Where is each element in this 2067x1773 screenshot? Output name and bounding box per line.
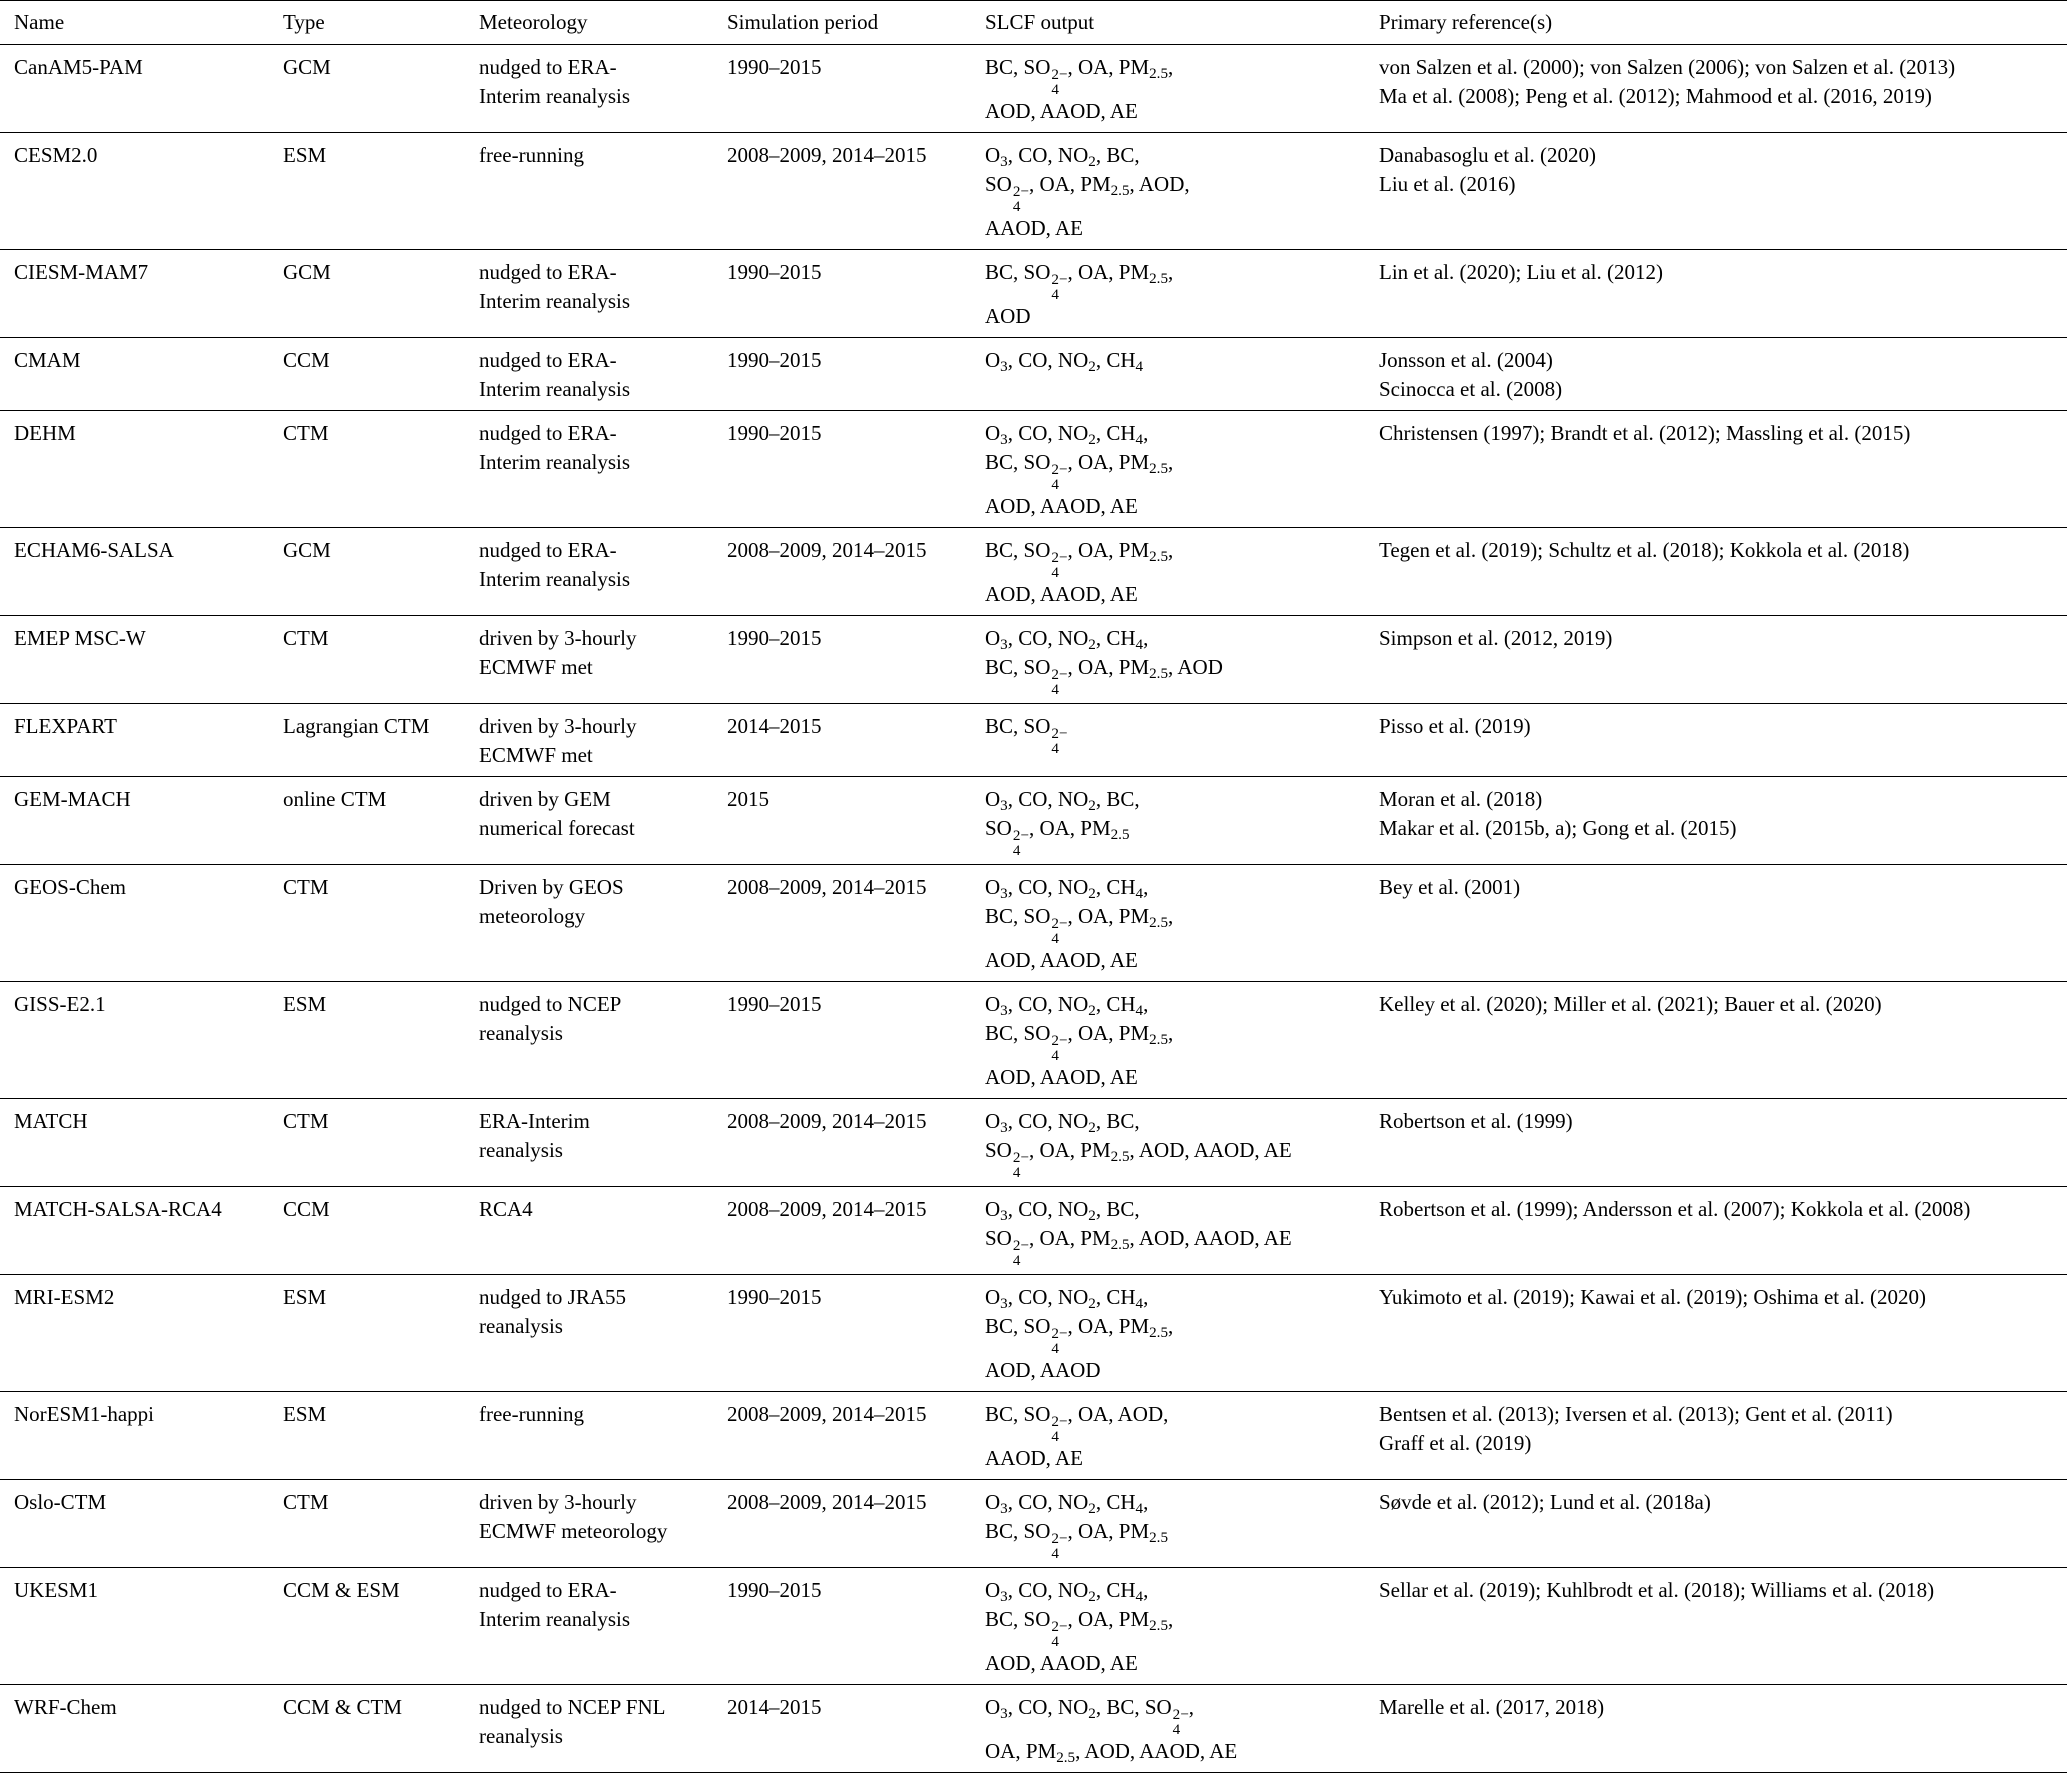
meteorology-line: reanalysis bbox=[479, 1021, 563, 1045]
slcf-line: $O_3$, CO, $NO_2$, $CH_4$, bbox=[985, 1578, 1149, 1605]
cell-slcf-output bbox=[971, 982, 1365, 1099]
slcf-line: BC, SO 2− 4 , OA, $PM_{2.5}$, bbox=[985, 1021, 1174, 1064]
cell-meteorology bbox=[465, 250, 713, 338]
cell-primary-references bbox=[1365, 1480, 2067, 1568]
cell-name: CIESM-MAM7 bbox=[0, 250, 269, 338]
cell-type: GCM bbox=[269, 250, 465, 338]
slcf-line: BC, SO 2− 4 , OA, $PM_{2.5}$, bbox=[985, 260, 1174, 303]
reference-line: Sellar et al. (2019); Kuhlbrodt et al. (2018); Williams et al. (2018) bbox=[1379, 1578, 1935, 1602]
cell-meteorology bbox=[465, 1392, 713, 1480]
slcf-line: AOD, AAOD, AE bbox=[985, 948, 1138, 972]
cell-name: MATCH bbox=[0, 1099, 269, 1187]
slcf-line: AAOD, AE bbox=[985, 1446, 1083, 1470]
cell-primary-references bbox=[1365, 777, 2067, 865]
meteorology-line: numerical forecast bbox=[479, 816, 635, 840]
table-row bbox=[0, 1187, 2067, 1275]
table-row bbox=[0, 704, 2067, 777]
cell-slcf-output bbox=[971, 1480, 1365, 1568]
slcf-line: AOD bbox=[985, 304, 1031, 328]
reference-line: Bentsen et al. (2013); Iversen et al. (2013); Gent et al. (2011) bbox=[1379, 1402, 1893, 1426]
cell-type: ESM bbox=[269, 982, 465, 1099]
header-name: Name bbox=[0, 1, 269, 45]
cell-primary-references bbox=[1365, 45, 2067, 133]
cell-simulation-period: 1990–2015 bbox=[713, 616, 971, 704]
table-body bbox=[0, 45, 2067, 1773]
cell-slcf-output bbox=[971, 133, 1365, 250]
slcf-line: $O_3$, CO, $NO_2$, BC, bbox=[985, 143, 1140, 170]
reference-line: Tegen et al. (2019); Schultz et al. (2018); Kokkola et al. (2018) bbox=[1379, 538, 1910, 562]
cell-simulation-period: 1990–2015 bbox=[713, 982, 971, 1099]
cell-primary-references bbox=[1365, 133, 2067, 250]
slcf-line: $O_3$, CO, $NO_2$, BC, bbox=[985, 1197, 1140, 1224]
cell-type: CTM bbox=[269, 411, 465, 528]
cell-primary-references bbox=[1365, 1685, 2067, 1773]
header-meteorology: Meteorology bbox=[465, 1, 713, 45]
meteorology-line: nudged to ERA- bbox=[479, 260, 617, 284]
cell-meteorology bbox=[465, 616, 713, 704]
cell-meteorology bbox=[465, 704, 713, 777]
cell-slcf-output bbox=[971, 1392, 1365, 1480]
cell-meteorology bbox=[465, 1275, 713, 1392]
cell-slcf-output bbox=[971, 1187, 1365, 1275]
cell-simulation-period: 2015 bbox=[713, 777, 971, 865]
cell-name: NorESM1-happi bbox=[0, 1392, 269, 1480]
reference-line: Jonsson et al. (2004) bbox=[1379, 348, 1553, 372]
reference-line: Danabasoglu et al. (2020) bbox=[1379, 143, 1596, 167]
cell-type: online CTM bbox=[269, 777, 465, 865]
cell-slcf-output bbox=[971, 1568, 1365, 1685]
meteorology-line: Interim reanalysis bbox=[479, 289, 631, 313]
cell-meteorology bbox=[465, 1568, 713, 1685]
cell-slcf-output bbox=[971, 45, 1365, 133]
cell-name: ECHAM6-SALSA bbox=[0, 528, 269, 616]
cell-meteorology bbox=[465, 528, 713, 616]
reference-line: Makar et al. (2015b, a); Gong et al. (2015) bbox=[1379, 816, 1737, 840]
slcf-line: BC, SO 2− 4 , OA, $PM_{2.5}$, AOD bbox=[985, 655, 1223, 698]
meteorology-line: RCA4 bbox=[479, 1197, 533, 1221]
cell-name: FLEXPART bbox=[0, 704, 269, 777]
cell-simulation-period: 2014–2015 bbox=[713, 1685, 971, 1773]
cell-meteorology bbox=[465, 1099, 713, 1187]
cell-name: MATCH-SALSA-RCA4 bbox=[0, 1187, 269, 1275]
cell-meteorology bbox=[465, 1480, 713, 1568]
cell-meteorology bbox=[465, 411, 713, 528]
meteorology-line: nudged to NCEP bbox=[479, 992, 622, 1016]
cell-name: CESM2.0 bbox=[0, 133, 269, 250]
slcf-line: BC, SO 2− 4 bbox=[985, 714, 1068, 757]
slcf-line: SO 2− 4 , OA, $PM_{2.5}$, AOD, bbox=[985, 172, 1190, 215]
slcf-line: $O_3$, CO, $NO_2$, $CH_4$ bbox=[985, 348, 1144, 375]
table-row bbox=[0, 1392, 2067, 1480]
meteorology-line: free-running bbox=[479, 1402, 584, 1426]
cell-meteorology bbox=[465, 1685, 713, 1773]
slcf-line: SO 2− 4 , OA, $PM_{2.5}$ bbox=[985, 816, 1130, 859]
table-row bbox=[0, 1568, 2067, 1685]
meteorology-line: nudged to JRA55 bbox=[479, 1285, 626, 1309]
table-row bbox=[0, 616, 2067, 704]
cell-primary-references bbox=[1365, 338, 2067, 411]
cell-type: CTM bbox=[269, 1099, 465, 1187]
meteorology-line: nudged to NCEP FNL bbox=[479, 1695, 666, 1719]
cell-name: GISS-E2.1 bbox=[0, 982, 269, 1099]
reference-line: Christensen (1997); Brandt et al. (2012); Massling et al. (2015) bbox=[1379, 421, 1911, 445]
slcf-line: AOD, AAOD, AE bbox=[985, 582, 1138, 606]
reference-line: Robertson et al. (1999) bbox=[1379, 1109, 1573, 1133]
table-row bbox=[0, 1480, 2067, 1568]
cell-slcf-output bbox=[971, 411, 1365, 528]
cell-primary-references bbox=[1365, 528, 2067, 616]
cell-slcf-output bbox=[971, 1685, 1365, 1773]
meteorology-line: Interim reanalysis bbox=[479, 84, 631, 108]
slcf-line: BC, SO 2− 4 , OA, $PM_{2.5}$, bbox=[985, 450, 1174, 493]
slcf-line: BC, SO 2− 4 , OA, $PM_{2.5}$, bbox=[985, 904, 1174, 947]
slcf-line: AOD, AAOD, AE bbox=[985, 99, 1138, 123]
slcf-line: $O_3$, CO, $NO_2$, BC, bbox=[985, 1109, 1140, 1136]
header-row bbox=[0, 1, 2067, 45]
cell-simulation-period: 2008–2009, 2014–2015 bbox=[713, 1392, 971, 1480]
slcf-line: AOD, AAOD, AE bbox=[985, 1651, 1138, 1675]
cell-type: ESM bbox=[269, 1392, 465, 1480]
table-row bbox=[0, 1099, 2067, 1187]
reference-line: Ma et al. (2008); Peng et al. (2012); Mahmood et al. (2016, 2019) bbox=[1379, 84, 1932, 108]
reference-line: Pisso et al. (2019) bbox=[1379, 714, 1531, 738]
cell-type: CCM bbox=[269, 1187, 465, 1275]
slcf-line: OA, $PM_{2.5}$, AOD, AAOD, AE bbox=[985, 1739, 1238, 1766]
cell-slcf-output bbox=[971, 704, 1365, 777]
cell-slcf-output bbox=[971, 250, 1365, 338]
cell-name: WRF-Chem bbox=[0, 1685, 269, 1773]
slcf-line: $O_3$, CO, $NO_2$, $CH_4$, bbox=[985, 421, 1149, 448]
cell-name: GEOS-Chem bbox=[0, 865, 269, 982]
cell-type: ESM bbox=[269, 1275, 465, 1392]
table-header bbox=[0, 1, 2067, 45]
table-row bbox=[0, 1275, 2067, 1392]
meteorology-line: Interim reanalysis bbox=[479, 450, 631, 474]
cell-name: UKESM1 bbox=[0, 1568, 269, 1685]
slcf-line: BC, SO 2− 4 , OA, $PM_{2.5}$, bbox=[985, 55, 1174, 98]
cell-meteorology bbox=[465, 338, 713, 411]
cell-primary-references bbox=[1365, 250, 2067, 338]
meteorology-line: nudged to ERA- bbox=[479, 421, 617, 445]
cell-type: Lagrangian CTM bbox=[269, 704, 465, 777]
table-row bbox=[0, 777, 2067, 865]
cell-primary-references bbox=[1365, 1275, 2067, 1392]
reference-line: Scinocca et al. (2008) bbox=[1379, 377, 1563, 401]
reference-line: Lin et al. (2020); Liu et al. (2012) bbox=[1379, 260, 1664, 284]
cell-primary-references bbox=[1365, 1187, 2067, 1275]
cell-meteorology bbox=[465, 45, 713, 133]
cell-meteorology bbox=[465, 133, 713, 250]
header-type: Type bbox=[269, 1, 465, 45]
table-row bbox=[0, 250, 2067, 338]
cell-primary-references bbox=[1365, 1099, 2067, 1187]
table-row bbox=[0, 133, 2067, 250]
meteorology-line: nudged to ERA- bbox=[479, 1578, 617, 1602]
cell-simulation-period: 2008–2009, 2014–2015 bbox=[713, 528, 971, 616]
cell-slcf-output bbox=[971, 338, 1365, 411]
cell-meteorology bbox=[465, 777, 713, 865]
meteorology-line: ECMWF meteorology bbox=[479, 1519, 668, 1543]
cell-primary-references bbox=[1365, 1568, 2067, 1685]
cell-simulation-period: 1990–2015 bbox=[713, 411, 971, 528]
header-slcf-output: SLCF output bbox=[971, 1, 1365, 45]
meteorology-line: ECMWF met bbox=[479, 655, 593, 679]
cell-primary-references bbox=[1365, 411, 2067, 528]
slcf-line: AOD, AAOD, AE bbox=[985, 1065, 1138, 1089]
cell-meteorology bbox=[465, 865, 713, 982]
cell-type: CCM & CTM bbox=[269, 1685, 465, 1773]
cell-slcf-output bbox=[971, 777, 1365, 865]
slcf-line: AAOD, AE bbox=[985, 216, 1083, 240]
cell-simulation-period: 1990–2015 bbox=[713, 250, 971, 338]
cell-type: CCM & ESM bbox=[269, 1568, 465, 1685]
cell-type: ESM bbox=[269, 133, 465, 250]
meteorology-line: driven by GEM bbox=[479, 787, 611, 811]
cell-simulation-period: 1990–2015 bbox=[713, 45, 971, 133]
cell-type: GCM bbox=[269, 528, 465, 616]
cell-simulation-period: 2014–2015 bbox=[713, 704, 971, 777]
cell-type: CTM bbox=[269, 1480, 465, 1568]
reference-line: Moran et al. (2018) bbox=[1379, 787, 1543, 811]
cell-name: MRI-ESM2 bbox=[0, 1275, 269, 1392]
cell-simulation-period: 2008–2009, 2014–2015 bbox=[713, 1187, 971, 1275]
cell-primary-references bbox=[1365, 704, 2067, 777]
meteorology-line: reanalysis bbox=[479, 1724, 563, 1748]
cell-simulation-period: 2008–2009, 2014–2015 bbox=[713, 133, 971, 250]
cell-name: CMAM bbox=[0, 338, 269, 411]
meteorology-line: free-running bbox=[479, 143, 584, 167]
table-row bbox=[0, 982, 2067, 1099]
table-row bbox=[0, 338, 2067, 411]
meteorology-line: driven by 3-hourly bbox=[479, 626, 637, 650]
reference-line: Bey et al. (2001) bbox=[1379, 875, 1521, 899]
meteorology-line: meteorology bbox=[479, 904, 586, 928]
slcf-line: $O_3$, CO, $NO_2$, $CH_4$, bbox=[985, 992, 1149, 1019]
reference-line: von Salzen et al. (2000); von Salzen (2006); von Salzen et al. (2013) bbox=[1379, 55, 1956, 79]
meteorology-line: nudged to ERA- bbox=[479, 55, 617, 79]
meteorology-line: driven by 3-hourly bbox=[479, 714, 637, 738]
slcf-line: $O_3$, CO, $NO_2$, $CH_4$, bbox=[985, 1490, 1149, 1517]
meteorology-line: nudged to ERA- bbox=[479, 538, 617, 562]
meteorology-line: ECMWF met bbox=[479, 743, 593, 767]
meteorology-line: Interim reanalysis bbox=[479, 1607, 631, 1631]
table-row bbox=[0, 528, 2067, 616]
cell-type: CTM bbox=[269, 616, 465, 704]
slcf-line: BC, SO 2− 4 , OA, $PM_{2.5}$, bbox=[985, 1607, 1174, 1650]
table-row bbox=[0, 865, 2067, 982]
meteorology-line: Interim reanalysis bbox=[479, 567, 631, 591]
table-row bbox=[0, 411, 2067, 528]
cell-name: CanAM5-PAM bbox=[0, 45, 269, 133]
meteorology-line: nudged to ERA- bbox=[479, 348, 617, 372]
slcf-line: $O_3$, CO, $NO_2$, $CH_4$, bbox=[985, 875, 1149, 902]
reference-line: Kelley et al. (2020); Miller et al. (2021); Bauer et al. (2020) bbox=[1379, 992, 1882, 1016]
meteorology-line: reanalysis bbox=[479, 1138, 563, 1162]
reference-line: Liu et al. (2016) bbox=[1379, 172, 1516, 196]
cell-slcf-output bbox=[971, 528, 1365, 616]
reference-line: Marelle et al. (2017, 2018) bbox=[1379, 1695, 1605, 1719]
table-row bbox=[0, 1685, 2067, 1773]
cell-name: GEM-MACH bbox=[0, 777, 269, 865]
cell-slcf-output bbox=[971, 865, 1365, 982]
slcf-line: BC, SO 2− 4 , OA, $PM_{2.5}$, bbox=[985, 538, 1174, 581]
cell-primary-references bbox=[1365, 1392, 2067, 1480]
slcf-line: $O_3$, CO, $NO_2$, BC, bbox=[985, 787, 1140, 814]
cell-slcf-output bbox=[971, 616, 1365, 704]
reference-line: Graff et al. (2019) bbox=[1379, 1431, 1532, 1455]
slcf-line: $O_3$, CO, $NO_2$, $CH_4$, bbox=[985, 1285, 1149, 1312]
slcf-line: $O_3$, CO, $NO_2$, $CH_4$, bbox=[985, 626, 1149, 653]
cell-simulation-period: 2008–2009, 2014–2015 bbox=[713, 1099, 971, 1187]
cell-simulation-period: 2008–2009, 2014–2015 bbox=[713, 1480, 971, 1568]
meteorology-line: driven by 3-hourly bbox=[479, 1490, 637, 1514]
slcf-line: AOD, AAOD bbox=[985, 1358, 1101, 1382]
reference-line: Robertson et al. (1999); Andersson et al. (2007); Kokkola et al. (2008) bbox=[1379, 1197, 1971, 1221]
meteorology-line: Driven by GEOS bbox=[479, 875, 624, 899]
cell-simulation-period: 1990–2015 bbox=[713, 338, 971, 411]
slcf-line: SO 2− 4 , OA, $PM_{2.5}$, AOD, AAOD, AE bbox=[985, 1138, 1292, 1181]
cell-slcf-output bbox=[971, 1099, 1365, 1187]
header-simulation-period: Simulation period bbox=[713, 1, 971, 45]
header-primary-references: Primary reference(s) bbox=[1365, 1, 2067, 45]
cell-slcf-output bbox=[971, 1275, 1365, 1392]
cell-simulation-period: 1990–2015 bbox=[713, 1275, 971, 1392]
cell-type: CTM bbox=[269, 865, 465, 982]
cell-meteorology bbox=[465, 1187, 713, 1275]
meteorology-line: Interim reanalysis bbox=[479, 377, 631, 401]
cell-simulation-period: 2008–2009, 2014–2015 bbox=[713, 865, 971, 982]
reference-line: Yukimoto et al. (2019); Kawai et al. (2019); Oshima et al. (2020) bbox=[1379, 1285, 1927, 1309]
slcf-line: $O_3$, CO, $NO_2$, BC, SO 2− 4 , bbox=[985, 1695, 1194, 1738]
reference-line: Simpson et al. (2012, 2019) bbox=[1379, 626, 1613, 650]
meteorology-line: reanalysis bbox=[479, 1314, 563, 1338]
cell-primary-references bbox=[1365, 982, 2067, 1099]
meteorology-line: ERA-Interim bbox=[479, 1109, 590, 1133]
cell-name: Oslo-CTM bbox=[0, 1480, 269, 1568]
cell-name: EMEP MSC-W bbox=[0, 616, 269, 704]
cell-meteorology bbox=[465, 982, 713, 1099]
cell-primary-references bbox=[1365, 616, 2067, 704]
cell-type: GCM bbox=[269, 45, 465, 133]
slcf-line: BC, SO 2− 4 , OA, $PM_{2.5}$ bbox=[985, 1519, 1169, 1562]
cell-primary-references bbox=[1365, 865, 2067, 982]
cell-name: DEHM bbox=[0, 411, 269, 528]
cell-type: CCM bbox=[269, 338, 465, 411]
slcf-line: SO 2− 4 , OA, $PM_{2.5}$, AOD, AAOD, AE bbox=[985, 1226, 1292, 1269]
slcf-line: BC, SO 2− 4 , OA, $PM_{2.5}$, bbox=[985, 1314, 1174, 1357]
reference-line: Søvde et al. (2012); Lund et al. (2018a) bbox=[1379, 1490, 1711, 1514]
cell-simulation-period: 1990–2015 bbox=[713, 1568, 971, 1685]
table-row bbox=[0, 45, 2067, 133]
slcf-line: AOD, AAOD, AE bbox=[985, 494, 1138, 518]
slcf-line: BC, SO 2− 4 , OA, AOD, bbox=[985, 1402, 1169, 1445]
